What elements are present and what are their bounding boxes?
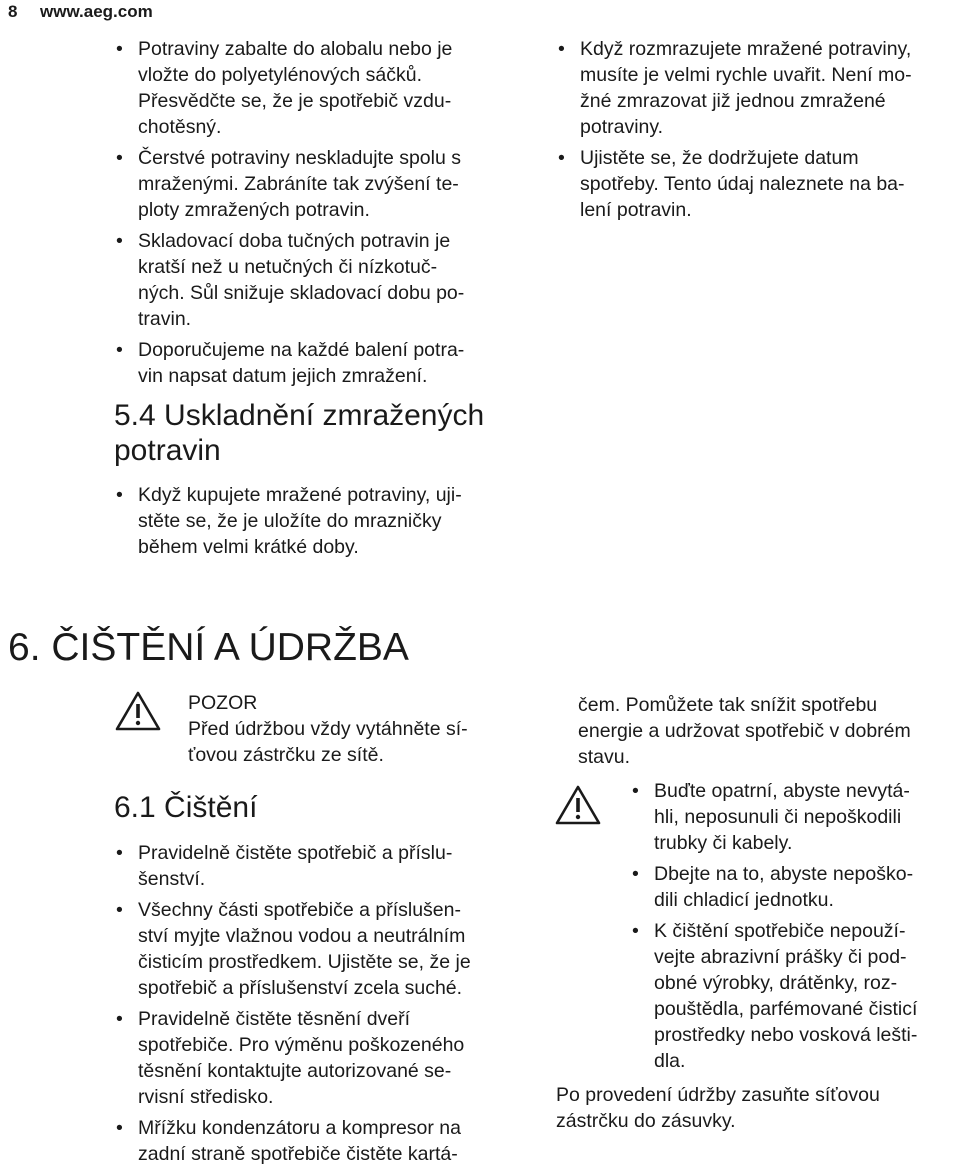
site-url: www.aeg.com xyxy=(40,2,153,21)
cleaning-continuation: čem. Pomůžete tak snížit spotřebu energie a udržovat spotřebič v dobrém stavu. xyxy=(578,694,911,768)
final-paragraph: Po provedení údržby zasuňte síťovou zástrčku do zásuvky. xyxy=(556,1084,880,1132)
cleaning-list xyxy=(114,840,534,1172)
list-item: • Všechny části spotřebiče a příslušen- ství myjte vlažnou vodou a neutrálním čisticím prostředkem. Ujistěte se, že je spotřebič a příslušenství zcela suché. xyxy=(114,897,534,1001)
list-item: • Pravidelně čistěte těsnění dveří spotřebiče. Pro výměnu poškozeného těsnění kontaktujte autorizované se- rvisní středisko. xyxy=(114,1006,534,1110)
list-item: • Mřížku kondenzátoru a kompresor na zadní straně spotřebiče čistěte kartá- xyxy=(114,1115,534,1167)
section-5-4-heading: 5.4 Uskladnění zmražených potravin xyxy=(114,399,485,467)
warning-list xyxy=(630,778,960,1079)
storage-tips-list xyxy=(114,36,534,394)
thawing-tips-list xyxy=(556,36,956,228)
caution-block xyxy=(188,690,528,768)
list-item: • Potraviny zabalte do alobalu nebo je vložte do polyetylénových sáčků. Přesvědčte se, že je spotřebič vzdu- chotěsný. xyxy=(114,36,534,140)
page-number: 8 xyxy=(8,2,18,21)
list-item: • Ujistěte se, že dodržujete datum spotřeby. Tento údaj naleznete na ba- lení potravin. xyxy=(556,145,956,223)
list-item: • Skladovací doba tučných potravin je kratší než u netučných či nízkotuč- ných. Sůl snižuje skladovací dobu po- travin. xyxy=(114,228,534,332)
list-item: • Dbejte na to, abyste nepoško- dili chladicí jednotku. xyxy=(630,861,960,913)
list-item: • Buďte opatrní, abyste nevytá- hli, neposunuli či nepoškodili trubky či kabely. xyxy=(630,778,960,856)
section-5-4-list xyxy=(114,482,534,565)
chapter-6-heading: 6. ČIŠTĚNÍ A ÚDRŽBA xyxy=(8,626,409,669)
list-item: • Když kupujete mražené potraviny, uji- stěte se, že je uložíte do mrazničky během velmi krátké doby. xyxy=(114,482,534,560)
list-item: • K čištění spotřebiče nepouží- vejte abrazivní prášky či pod- obné výrobky, drátěnky, roz- pouštědla, parfémované čisticí prostředky nebo vosková lešti- dla. xyxy=(630,918,960,1074)
warning-triangle-icon xyxy=(114,690,162,732)
warning-triangle-icon xyxy=(554,784,602,826)
list-item: • Pravidelně čistěte spotřebič a příslu- šenství. xyxy=(114,840,534,892)
list-item: • Doporučujeme na každé balení potra- vin napsat datum jejich zmražení. xyxy=(114,337,534,389)
list-item: • Když rozmrazujete mražené potraviny, musíte je velmi rychle uvařit. Není mo- žné zmrazovat již jednou zmražené potraviny. xyxy=(556,36,956,140)
list-item: • Čerstvé potraviny neskladujte spolu s mraženými. Zabráníte tak zvýšení te- ploty zmražených potravin. xyxy=(114,145,534,223)
section-6-1-heading: 6.1 Čištění xyxy=(114,791,258,824)
caution-title: POZOR xyxy=(188,692,258,714)
caution-text: Před údržbou vždy vytáhněte sí- ťovou zástrčku ze sítě. xyxy=(188,718,468,766)
